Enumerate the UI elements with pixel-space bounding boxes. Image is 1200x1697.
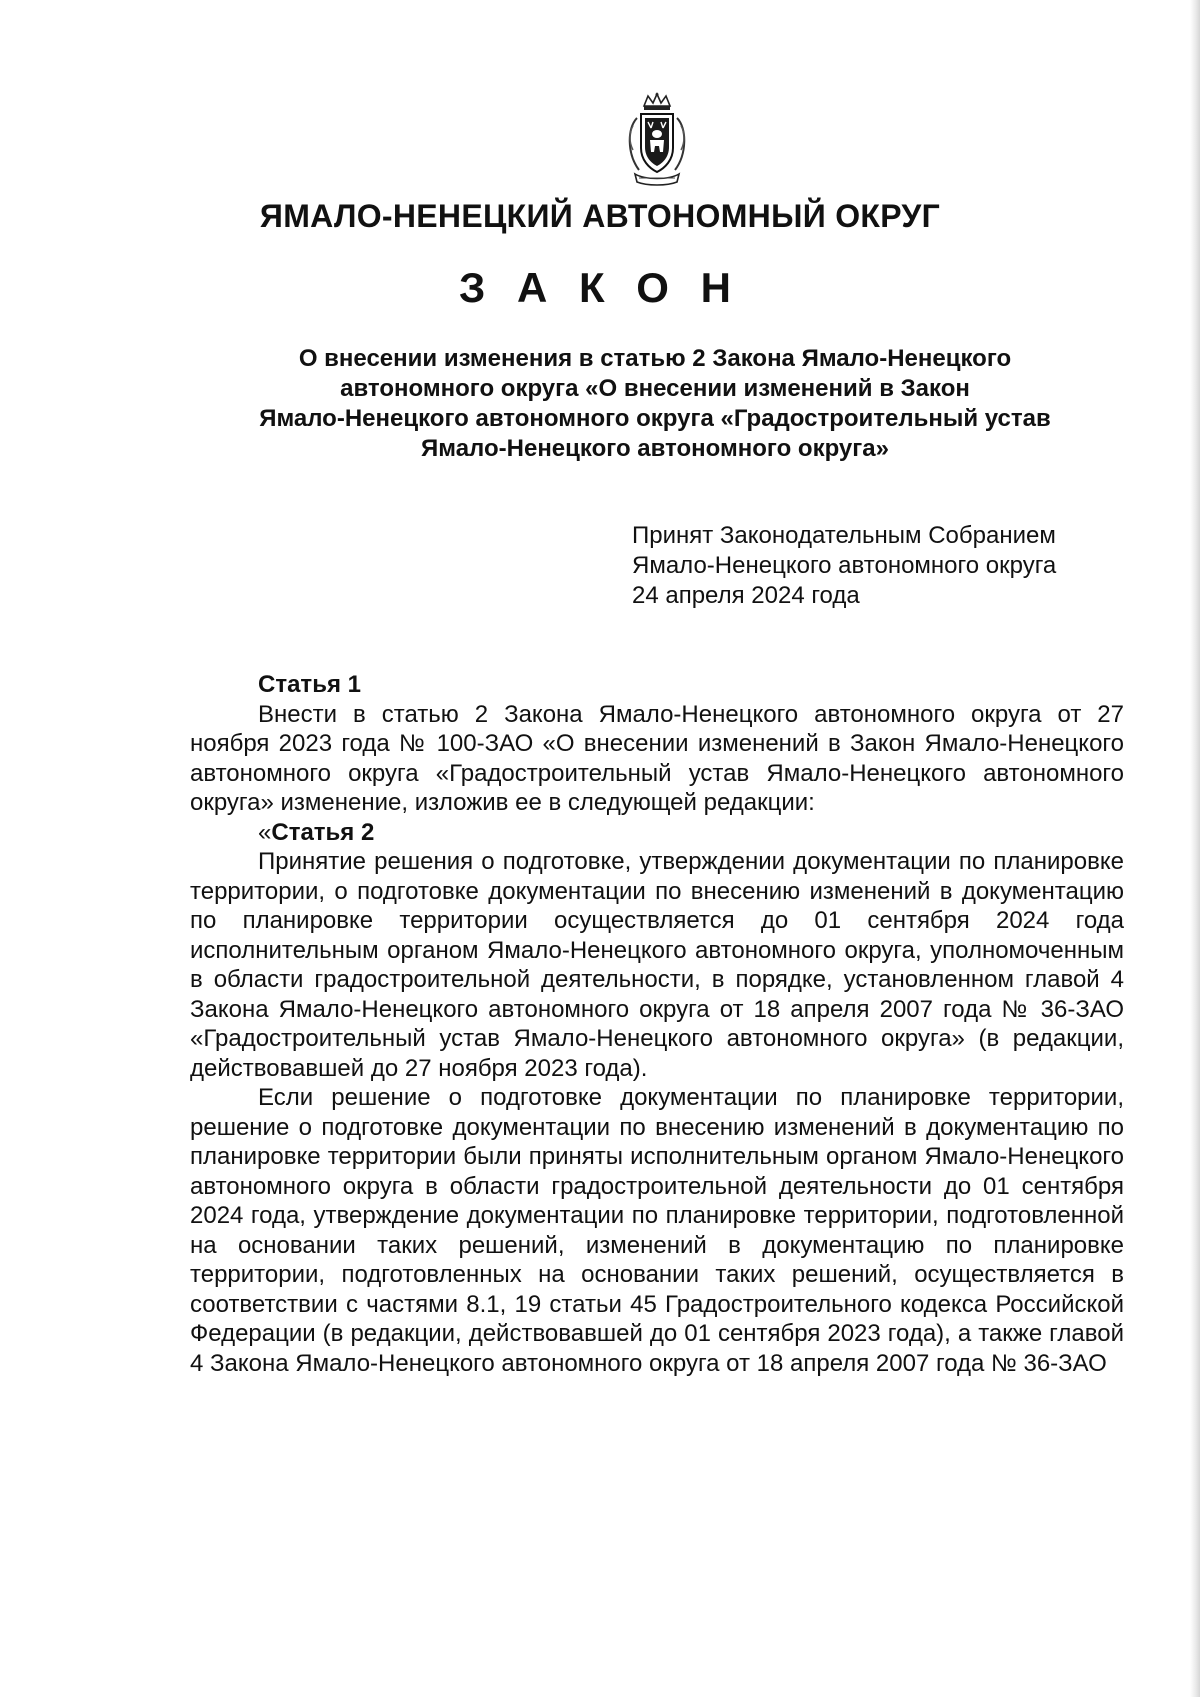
article-2-heading	[258, 818, 1124, 848]
law-body	[190, 670, 1124, 1378]
article-1-text: Внести в статью 2 Закона Ямало-Ненецкого автономного округа от 27 ноября 2023 года № 100-ЗАО «О внесении изменений в Закон Ямало-Ненецкого автономного округа «Градостроительный устав Ямало-Ненецкого автономного округа» изменение, изложив ее в следующей редакции:	[190, 700, 1124, 816]
article-2-heading-text: Статья 2	[271, 818, 375, 846]
opening-quote: «	[258, 818, 272, 846]
law-subject-line: О внесении изменения в статью 2 Закона Ямало-Ненецкого	[298, 345, 1012, 372]
adoption-line: Принят Законодательным Собранием	[632, 522, 1056, 549]
region-title: ЯМАЛО-НЕНЕЦКИЙ АВТОНОМНЫЙ ОКРУГ	[259, 198, 941, 234]
yamal-nenets-coat-of-arms-icon	[617, 92, 697, 188]
law-subject-line: Ямало-Ненецкого автономного округа «Градостроительный устав	[259, 405, 1051, 432]
law-subject-line: автономного округа «О внесении изменений в Закон	[340, 375, 970, 402]
adoption-block	[632, 521, 1056, 611]
adoption-line: Ямало-Ненецкого автономного округа	[632, 552, 1057, 579]
law-subject-line: Ямало-Ненецкого автономного округа»	[421, 435, 889, 462]
article-1-heading: Статья 1	[258, 671, 361, 698]
law-title: З А К О Н	[459, 264, 741, 311]
adoption-date: 24 апреля 2024 года	[632, 582, 860, 609]
article-2-paragraph-1: Принятие решения о подготовке, утверждении документации по планировке территории, о подготовке документации по внесению изменений в документацию по планировке территории осуществляется до 01 сентября 2024 года исполнительным органом Ямало-Ненецкого автономного округа, уполномоченным в области градостроительной деятельности, в порядке, установленном главой 4 Закона Ямало-Ненецкого автономного округа от 18 апреля 2007 года № 36-ЗАО «Градостроительный устав Ямало-Ненецкого автономного округа» (в редакции, действовавшей до 27 ноября 2023 года).	[190, 848, 1124, 1082]
law-subject	[190, 344, 1120, 464]
article-2-paragraph-2: Если решение о подготовке документации по планировке территории, решение о подготовке документации по внесению изменений в документацию по планировке территории были приняты исполнительным органом Ямало-Ненецкого автономного округа в области градостроительной деятельности до 01 сентября 2024 года, утверждение документации по планировке территории, подготовленной на основании таких решений, изменений в документацию по планировке территории, подготовленных на основании таких решений, осуществляется в соответствии с частями 8.1, 19 статьи 45 Градостроительного кодекса Российской Федерации (в редакции, действовавшей до 01 сентября 2023 года), а также главой 4 Закона Ямало-Ненецкого автономного округа от 18 апреля 2007 года № 36-ЗАО	[190, 1084, 1124, 1377]
page-edge-shadow	[1190, 0, 1200, 1697]
